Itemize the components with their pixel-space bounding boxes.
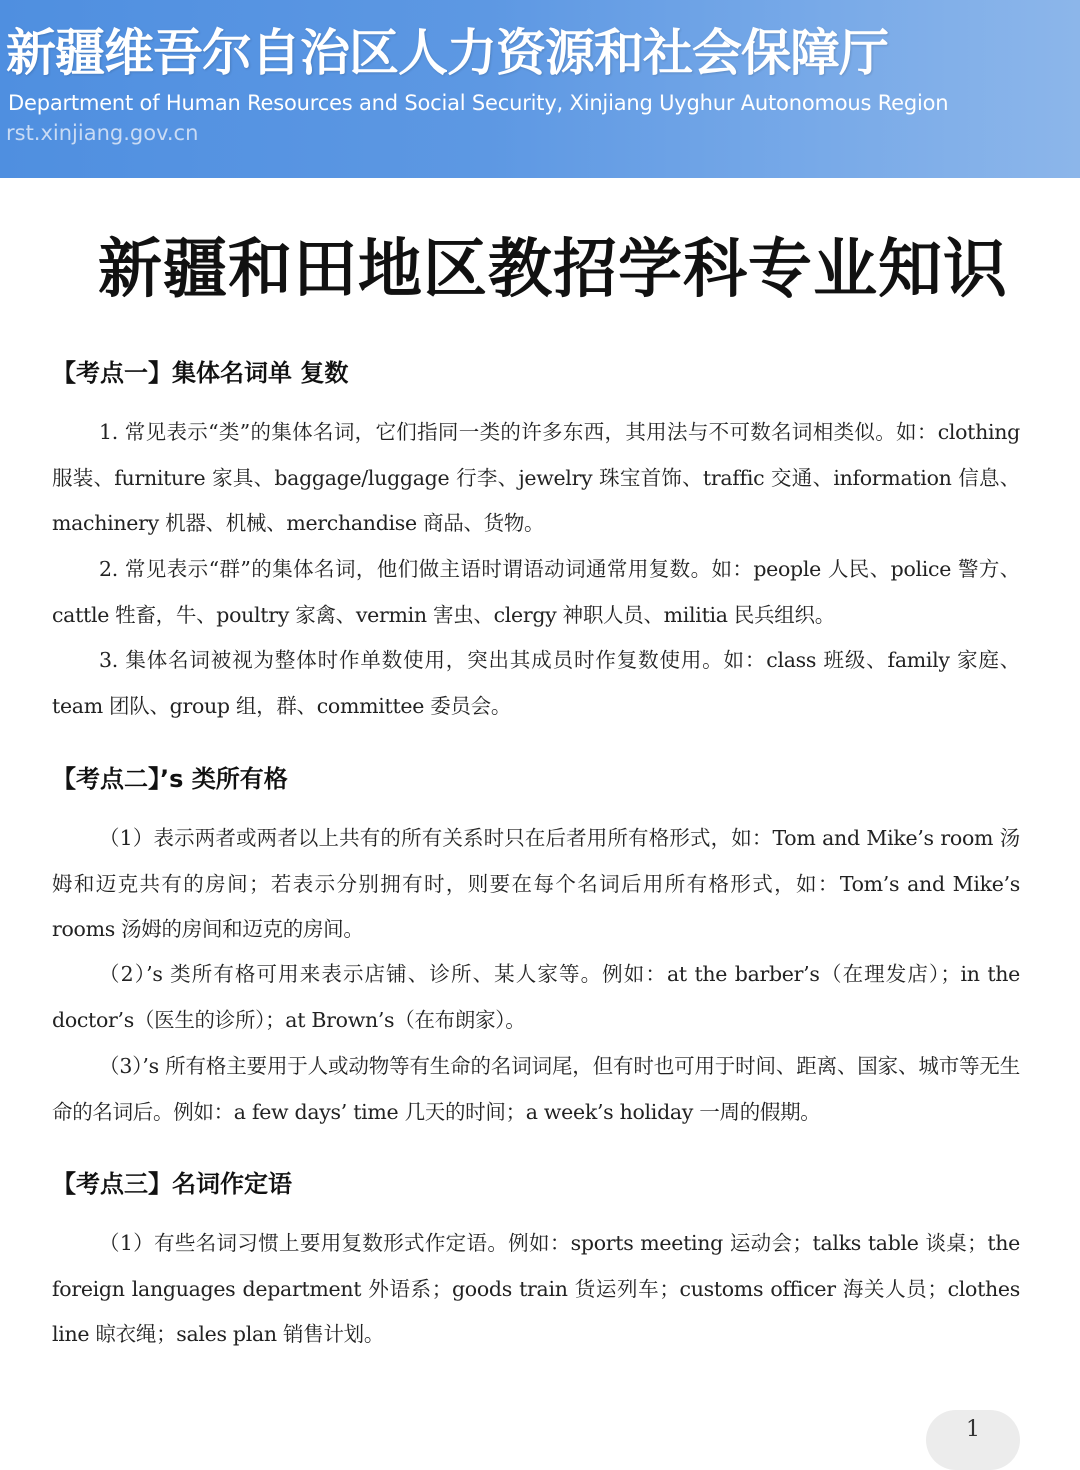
banner-title-en: Department of Human Resources and Social Security, Xinjiang Uyghur Autonomous Region (8, 91, 949, 115)
header-banner (0, 0, 1080, 178)
paragraph: （1）有些名词习惯上要用复数形式作定语。例如：sports meeting 运动会；talks table 谈桌；the foreign languages department 外语系；goods train 货运列车；customs officer 海关人员；clothes line 晾衣绳；sales plan 销售计划。 (52, 1231, 1020, 1347)
section-heading-1: 【考点一】集体名词单 复数 (52, 359, 349, 387)
banner-title-cn: 新疆维吾尔自治区人力资源和社会保障厅 (6, 24, 888, 82)
paragraph: 1. 常见表示“类”的集体名词，它们指同一类的许多东西，其用法与不可数名词相类似。如：clothing 服装、furniture 家具、baggage/luggage 行李、jewelry 珠宝首饰、traffic 交通、information 信息、machinery 机器、机械、merchandise 商品、货物。 (52, 420, 1020, 536)
paragraph: （1）表示两者或两者以上共有的所有关系时只在后者用所有格形式，如：Tom and Mike’s room 汤姆和迈克共有的房间；若表示分别拥有时，则要在每个名词后用所有格形式，如：Tom’s and Mike’s rooms 汤姆的房间和迈克的房间。 (52, 826, 1020, 942)
page-number: 1 (926, 1410, 1020, 1470)
paragraph: 3. 集体名词被视为整体时作单数使用，突出其成员时作复数使用。如：class 班级、family 家庭、team 团队、group 组，群、committee 委员会。 (52, 648, 1020, 718)
section-heading-2: 【考点二】’s 类所有格 (52, 765, 288, 793)
paragraph: （3）’s 所有格主要用于人或动物等有生命的名词词尾，但有时也可用于时间、距离、国家、城市等无生命的名词后。例如：a few days’ time 几天的时间；a week’s holiday 一周的假期。 (52, 1054, 1020, 1124)
banner-url: rst.xinjiang.gov.cn (6, 121, 199, 145)
document-title: 新疆和田地区教招学科专业知识 (98, 233, 1008, 307)
paragraph: （2）’s 类所有格可用来表示店铺、诊所、某人家等。例如：at the barber’s（在理发店）；in the doctor’s（医生的诊所）；at Brown’s（在布朗家）。 (52, 962, 1020, 1032)
section-heading-3: 【考点三】名词作定语 (52, 1170, 292, 1198)
paragraph: 2. 常见表示“群”的集体名词，他们做主语时谓语动词通常用复数。如：people 人民、police 警方、cattle 牲畜，牛、poultry 家禽、vermin 害虫、clergy 神职人员、militia 民兵组织。 (52, 557, 1020, 627)
